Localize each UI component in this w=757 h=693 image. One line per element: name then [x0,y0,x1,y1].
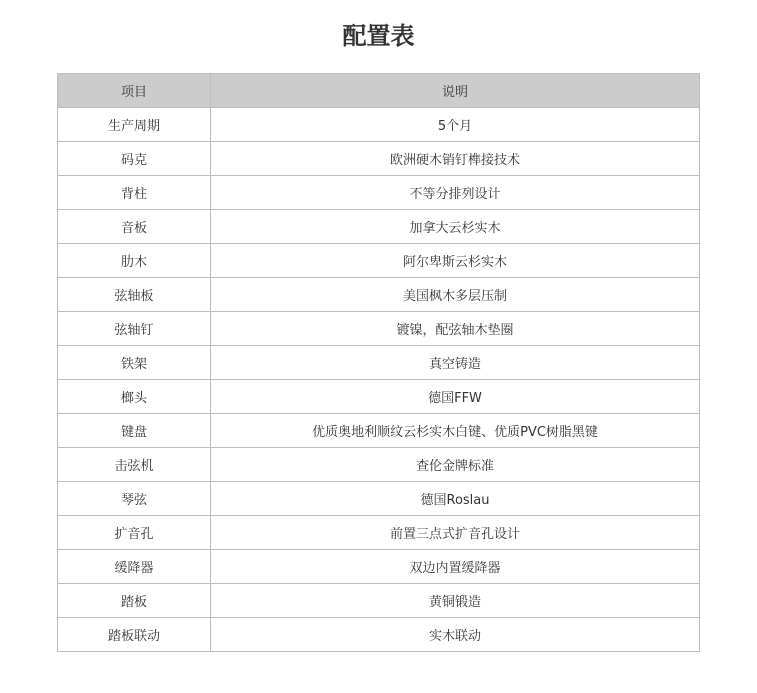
table-row [58,618,700,652]
row-item: 弦轴钉 [58,312,211,346]
row-item: 铁架 [58,346,211,380]
row-description: 黄铜锻造 [211,584,700,618]
row-description: 镀镍，配弦轴木垫圈 [211,312,700,346]
row-item: 码克 [58,142,211,176]
row-item: 肋木 [58,244,211,278]
table-row [58,176,700,210]
table-row [58,210,700,244]
row-description: 德国Roslau [211,482,700,516]
row-description: 真空铸造 [211,346,700,380]
row-item: 键盘 [58,414,211,448]
table-row [58,482,700,516]
table-row [58,346,700,380]
row-description: 实木联动 [211,618,700,652]
row-item: 生产周期 [58,108,211,142]
row-description: 5个月 [211,108,700,142]
table-row [58,312,700,346]
row-item: 扩音孔 [58,516,211,550]
table-row [58,244,700,278]
table-row [58,108,700,142]
row-description: 德国FFW [211,380,700,414]
table-row [58,584,700,618]
row-description: 双边内置缓降器 [211,550,700,584]
spec-table [57,73,700,652]
row-item: 音板 [58,210,211,244]
row-item: 缓降器 [58,550,211,584]
row-description: 阿尔卑斯云杉实木 [211,244,700,278]
table-row [58,448,700,482]
row-description: 美国枫木多层压制 [211,278,700,312]
row-item: 击弦机 [58,448,211,482]
row-item: 踏板 [58,584,211,618]
row-item: 弦轴板 [58,278,211,312]
row-description: 优质奥地利顺纹云杉实木白键、优质PVC树脂黑键 [211,414,700,448]
table-row [58,142,700,176]
header-description: 说明 [211,74,700,108]
row-description: 不等分排列设计 [211,176,700,210]
table-row [58,516,700,550]
table-row [58,414,700,448]
table-header-row [58,74,700,108]
table-row [58,278,700,312]
row-item: 琴弦 [58,482,211,516]
row-description: 查伦金牌标准 [211,448,700,482]
header-item: 项目 [58,74,211,108]
row-description: 加拿大云杉实木 [211,210,700,244]
row-item: 榔头 [58,380,211,414]
row-item: 踏板联动 [58,618,211,652]
page-title: 配置表 [342,22,415,50]
row-description: 前置三点式扩音孔设计 [211,516,700,550]
row-description: 欧洲硬木销钉榫接技术 [211,142,700,176]
table-row [58,550,700,584]
row-item: 背柱 [58,176,211,210]
table-row [58,380,700,414]
